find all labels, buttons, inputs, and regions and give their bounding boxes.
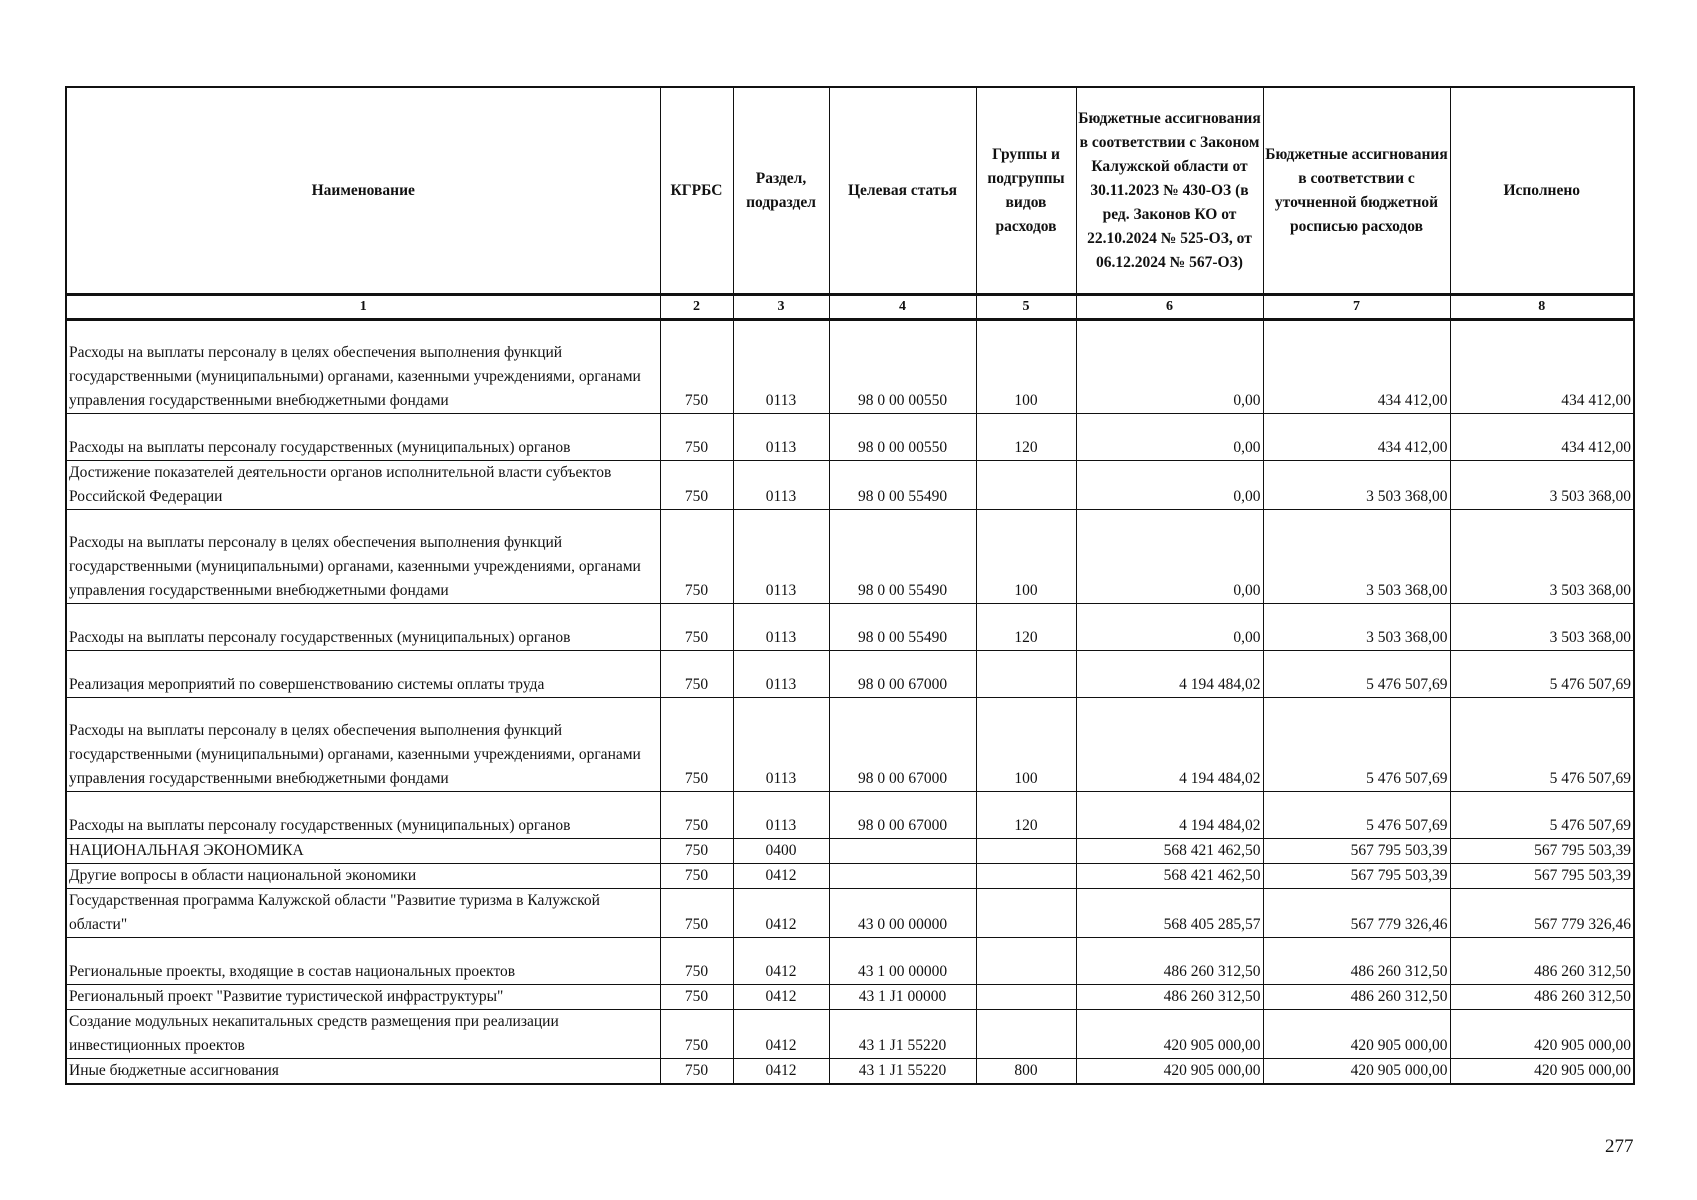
column-number: 1: [66, 295, 660, 320]
cell-group: 120: [976, 792, 1076, 839]
cell-refined-amount: 420 905 000,00: [1263, 1010, 1450, 1059]
cell-kgrbs: 750: [660, 604, 733, 651]
cell-law-amount: 4 194 484,02: [1076, 651, 1263, 698]
cell-name: Расходы на выплаты персоналу в целях обеспечения выполнения функций государственными (муниципальными) органами, казенными учреждениями, органами управления государственными внебюджетными фондами: [66, 510, 660, 604]
header-target: Целевая статья: [829, 87, 976, 295]
cell-executed-amount: 5 476 507,69: [1450, 792, 1634, 839]
cell-refined-amount: 5 476 507,69: [1263, 698, 1450, 792]
cell-section: 0412: [733, 1010, 829, 1059]
header-kgrbs: КГРБС: [660, 87, 733, 295]
cell-law-amount: 568 421 462,50: [1076, 864, 1263, 889]
cell-section: 0113: [733, 792, 829, 839]
cell-name: Расходы на выплаты персоналу в целях обеспечения выполнения функций государственными (муниципальными) органами, казенными учреждениями, органами управления государственными внебюджетными фондами: [66, 320, 660, 414]
cell-group: 100: [976, 510, 1076, 604]
cell-section: 0113: [733, 320, 829, 414]
cell-section: 0412: [733, 889, 829, 938]
cell-kgrbs: 750: [660, 320, 733, 414]
table-row: [66, 604, 1634, 651]
header-row: [66, 87, 1634, 295]
cell-refined-amount: 420 905 000,00: [1263, 1059, 1450, 1085]
cell-group: 120: [976, 604, 1076, 651]
cell-group: [976, 985, 1076, 1010]
header-law: Бюджетные ассигнования в соответствии с Законом Калужской области от 30.11.2023 № 430-ОЗ (в ред. Законов КО от 22.10.2024 № 525-ОЗ, от 06.12.2024 № 567-ОЗ): [1076, 87, 1263, 295]
cell-refined-amount: 486 260 312,50: [1263, 938, 1450, 985]
table-row: [66, 1010, 1634, 1059]
cell-executed-amount: 486 260 312,50: [1450, 938, 1634, 985]
cell-refined-amount: 567 795 503,39: [1263, 839, 1450, 864]
column-number: 4: [829, 295, 976, 320]
table-row: [66, 1059, 1634, 1085]
cell-law-amount: 0,00: [1076, 604, 1263, 651]
table-row: [66, 864, 1634, 889]
cell-refined-amount: 3 503 368,00: [1263, 510, 1450, 604]
cell-target: 98 0 00 67000: [829, 792, 976, 839]
cell-kgrbs: 750: [660, 698, 733, 792]
cell-refined-amount: 3 503 368,00: [1263, 461, 1450, 510]
table-row: [66, 510, 1634, 604]
cell-name: Достижение показателей деятельности органов исполнительной власти субъектов Российской Федерации: [66, 461, 660, 510]
cell-refined-amount: 486 260 312,50: [1263, 985, 1450, 1010]
cell-law-amount: 0,00: [1076, 414, 1263, 461]
cell-kgrbs: 750: [660, 1059, 733, 1085]
cell-kgrbs: 750: [660, 414, 733, 461]
cell-group: 800: [976, 1059, 1076, 1085]
cell-kgrbs: 750: [660, 651, 733, 698]
cell-law-amount: 4 194 484,02: [1076, 792, 1263, 839]
cell-name: Расходы на выплаты персоналу государственных (муниципальных) органов: [66, 792, 660, 839]
cell-executed-amount: 434 412,00: [1450, 414, 1634, 461]
cell-name: Создание модульных некапитальных средств размещения при реализации инвестиционных проектов: [66, 1010, 660, 1059]
cell-kgrbs: 750: [660, 864, 733, 889]
cell-section: 0412: [733, 985, 829, 1010]
cell-name: Расходы на выплаты персоналу в целях обеспечения выполнения функций государственными (муниципальными) органами, казенными учреждениями, органами управления государственными внебюджетными фондами: [66, 698, 660, 792]
column-number: 7: [1263, 295, 1450, 320]
cell-kgrbs: 750: [660, 839, 733, 864]
cell-name: Другие вопросы в области национальной экономики: [66, 864, 660, 889]
cell-target: 43 1 J1 55220: [829, 1010, 976, 1059]
table-row: [66, 839, 1634, 864]
cell-executed-amount: 434 412,00: [1450, 320, 1634, 414]
cell-kgrbs: 750: [660, 510, 733, 604]
table-row: [66, 461, 1634, 510]
cell-group: [976, 938, 1076, 985]
cell-executed-amount: 3 503 368,00: [1450, 461, 1634, 510]
budget-table-container: [65, 86, 1633, 1085]
column-number: 5: [976, 295, 1076, 320]
cell-law-amount: 568 405 285,57: [1076, 889, 1263, 938]
cell-name: Иные бюджетные ассигнования: [66, 1059, 660, 1085]
cell-refined-amount: 5 476 507,69: [1263, 792, 1450, 839]
cell-group: [976, 651, 1076, 698]
table-body: [66, 320, 1634, 1085]
cell-section: 0412: [733, 938, 829, 985]
cell-target: 98 0 00 55490: [829, 604, 976, 651]
cell-kgrbs: 750: [660, 938, 733, 985]
header-name: Наименование: [66, 87, 660, 295]
cell-section: 0113: [733, 698, 829, 792]
cell-law-amount: 486 260 312,50: [1076, 938, 1263, 985]
cell-group: [976, 889, 1076, 938]
cell-executed-amount: 3 503 368,00: [1450, 604, 1634, 651]
cell-target: 98 0 00 55490: [829, 461, 976, 510]
budget-table: [65, 86, 1635, 1085]
table-row: [66, 698, 1634, 792]
cell-executed-amount: 567 779 326,46: [1450, 889, 1634, 938]
table-row: [66, 414, 1634, 461]
cell-refined-amount: 3 503 368,00: [1263, 604, 1450, 651]
cell-section: 0113: [733, 414, 829, 461]
cell-law-amount: 568 421 462,50: [1076, 839, 1263, 864]
cell-executed-amount: 3 503 368,00: [1450, 510, 1634, 604]
cell-name: Реализация мероприятий по совершенствованию системы оплаты труда: [66, 651, 660, 698]
cell-target: [829, 864, 976, 889]
cell-target: 98 0 00 67000: [829, 651, 976, 698]
cell-target: 98 0 00 00550: [829, 414, 976, 461]
cell-executed-amount: 420 905 000,00: [1450, 1010, 1634, 1059]
column-number: 6: [1076, 295, 1263, 320]
cell-target: 43 1 00 00000: [829, 938, 976, 985]
table-row: [66, 985, 1634, 1010]
cell-name: НАЦИОНАЛЬНАЯ ЭКОНОМИКА: [66, 839, 660, 864]
cell-refined-amount: 567 795 503,39: [1263, 864, 1450, 889]
cell-kgrbs: 750: [660, 792, 733, 839]
cell-group: 100: [976, 698, 1076, 792]
cell-executed-amount: 486 260 312,50: [1450, 985, 1634, 1010]
cell-target: 98 0 00 00550: [829, 320, 976, 414]
cell-section: 0113: [733, 461, 829, 510]
cell-name: Региональные проекты, входящие в состав национальных проектов: [66, 938, 660, 985]
cell-executed-amount: 567 795 503,39: [1450, 839, 1634, 864]
cell-target: 98 0 00 67000: [829, 698, 976, 792]
cell-kgrbs: 750: [660, 889, 733, 938]
header-refined: Бюджетные ассигнования в соответствии с уточненной бюджетной росписью расходов: [1263, 87, 1450, 295]
cell-law-amount: 420 905 000,00: [1076, 1059, 1263, 1085]
cell-section: 0113: [733, 651, 829, 698]
column-number: 2: [660, 295, 733, 320]
cell-executed-amount: 5 476 507,69: [1450, 698, 1634, 792]
header-groups: Группы и подгруппы видов расходов: [976, 87, 1076, 295]
cell-executed-amount: 567 795 503,39: [1450, 864, 1634, 889]
cell-target: 98 0 00 55490: [829, 510, 976, 604]
cell-law-amount: 0,00: [1076, 320, 1263, 414]
table-row: [66, 792, 1634, 839]
cell-refined-amount: 567 779 326,46: [1263, 889, 1450, 938]
cell-name: Расходы на выплаты персоналу государственных (муниципальных) органов: [66, 604, 660, 651]
header-executed: Исполнено: [1450, 87, 1634, 295]
cell-kgrbs: 750: [660, 461, 733, 510]
cell-section: 0400: [733, 839, 829, 864]
cell-law-amount: 486 260 312,50: [1076, 985, 1263, 1010]
cell-group: [976, 461, 1076, 510]
table-row: [66, 938, 1634, 985]
cell-target: 43 1 J1 55220: [829, 1059, 976, 1085]
table-row: [66, 889, 1634, 938]
column-numbers-row: [66, 295, 1634, 320]
cell-executed-amount: 420 905 000,00: [1450, 1059, 1634, 1085]
cell-target: [829, 839, 976, 864]
page-number: 277: [1605, 1136, 1634, 1157]
cell-refined-amount: 434 412,00: [1263, 414, 1450, 461]
cell-name: Расходы на выплаты персоналу государственных (муниципальных) органов: [66, 414, 660, 461]
cell-name: Региональный проект "Развитие туристической инфраструктуры": [66, 985, 660, 1010]
table-row: [66, 651, 1634, 698]
cell-group: 100: [976, 320, 1076, 414]
cell-group: [976, 839, 1076, 864]
cell-name: Государственная программа Калужской области "Развитие туризма в Калужской области": [66, 889, 660, 938]
column-number: 8: [1450, 295, 1634, 320]
cell-law-amount: 0,00: [1076, 510, 1263, 604]
cell-refined-amount: 5 476 507,69: [1263, 651, 1450, 698]
cell-target: 43 1 J1 00000: [829, 985, 976, 1010]
cell-section: 0412: [733, 864, 829, 889]
cell-kgrbs: 750: [660, 1010, 733, 1059]
cell-group: 120: [976, 414, 1076, 461]
cell-section: 0113: [733, 510, 829, 604]
column-number: 3: [733, 295, 829, 320]
table-row: [66, 320, 1634, 414]
cell-law-amount: 0,00: [1076, 461, 1263, 510]
cell-section: 0113: [733, 604, 829, 651]
cell-executed-amount: 5 476 507,69: [1450, 651, 1634, 698]
cell-kgrbs: 750: [660, 985, 733, 1010]
cell-section: 0412: [733, 1059, 829, 1085]
cell-law-amount: 420 905 000,00: [1076, 1010, 1263, 1059]
cell-law-amount: 4 194 484,02: [1076, 698, 1263, 792]
cell-refined-amount: 434 412,00: [1263, 320, 1450, 414]
cell-group: [976, 864, 1076, 889]
header-section: Раздел, подраздел: [733, 87, 829, 295]
cell-target: 43 0 00 00000: [829, 889, 976, 938]
cell-group: [976, 1010, 1076, 1059]
